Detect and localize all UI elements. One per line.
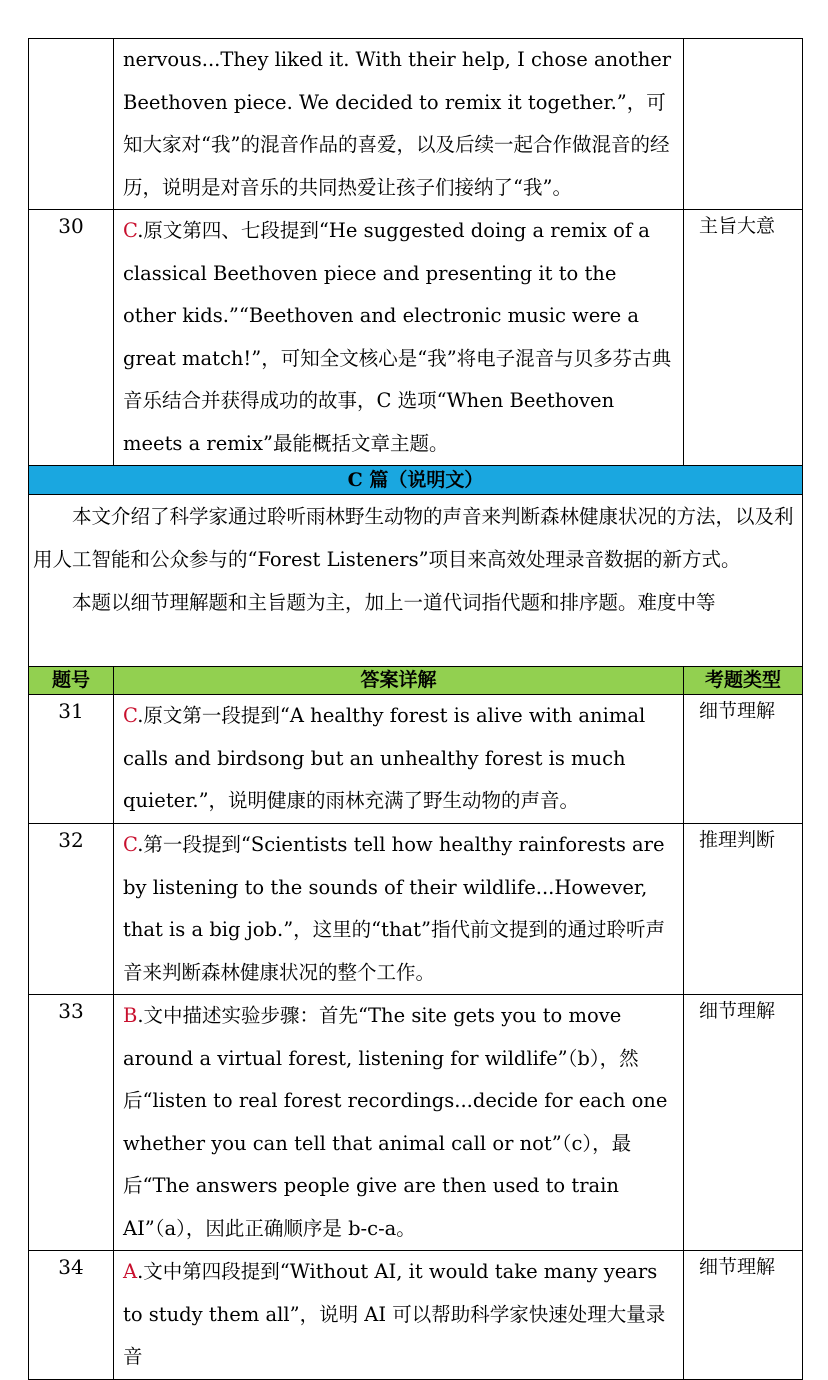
answer-text: .文中第四段提到“Without AI, it would take many years to study them all”，说明 AI 可以帮助科学家快速处理大量录音 xyxy=(123,1260,666,1368)
question-type: 细节理解 xyxy=(684,695,803,824)
answer-letter: C xyxy=(123,219,138,242)
header-question-type: 考题类型 xyxy=(684,667,803,695)
question-type: 细节理解 xyxy=(684,1251,803,1380)
answer-letter: B xyxy=(123,1004,138,1027)
answer-letter: C xyxy=(123,833,138,856)
question-number: 33 xyxy=(29,995,114,1251)
answer-text: .原文第一段提到“A healthy forest is alive with animal calls and birdsong but an unhealthy forest is much quieter.”，说明健康的雨林充满了野生动物的声音。 xyxy=(123,704,646,812)
question-type xyxy=(684,39,803,210)
question-type: 细节理解 xyxy=(684,995,803,1251)
answer-letter: A xyxy=(123,1260,138,1283)
table-row xyxy=(29,39,803,210)
column-header-row xyxy=(29,667,803,695)
question-number: 30 xyxy=(29,210,114,466)
answer-detail xyxy=(114,1251,684,1380)
question-type: 主旨大意 xyxy=(684,210,803,466)
question-number: 32 xyxy=(29,824,114,995)
table-row xyxy=(29,995,803,1251)
answer-detail xyxy=(114,39,684,210)
question-number: 31 xyxy=(29,695,114,824)
answer-detail xyxy=(114,824,684,995)
question-type: 推理判断 xyxy=(684,824,803,995)
intro-cell xyxy=(29,495,803,667)
answer-text: .文中描述实验步骤：首先“The site gets you to move around a virtual forest, listening for wildlife”（b），然后“listen to real forest recordings...decide for each one whether you can tell that animal call or not”（c），最后“The answers people give are then used to train AI”（a），因此正确顺序是 b-c-a。 xyxy=(123,1004,668,1240)
table-row xyxy=(29,824,803,995)
intro-paragraph: 本题以细节理解题和主旨题为主，加上一道代词指代题和排序题。难度中等 xyxy=(72,591,716,614)
header-question-number: 题号 xyxy=(29,667,114,695)
answer-detail xyxy=(114,695,684,824)
answer-detail xyxy=(114,210,684,466)
answer-text: .第一段提到“Scientists tell how healthy rainforests are by listening to the sounds of their wildlife...However, that is a big job.”，这里的“that”指代前文提到的通过聆听声音来判断森林健康状况的整个工作。 xyxy=(123,833,665,984)
answer-table-page xyxy=(28,38,802,1380)
answer-table xyxy=(28,38,803,1380)
section-header-row xyxy=(29,466,803,495)
answer-detail xyxy=(114,995,684,1251)
answer-letter: C xyxy=(123,704,138,727)
question-number xyxy=(29,39,114,210)
header-answer-detail: 答案详解 xyxy=(114,667,684,695)
intro-row xyxy=(29,495,803,667)
intro-paragraph: 本文介绍了科学家通过聆听雨林野生动物的声音来判断森林健康状况的方法，以及利用人工智能和公众参与的“Forest Listeners”项目来高效处理录音数据的新方式。 xyxy=(33,505,794,571)
table-row xyxy=(29,210,803,466)
table-row xyxy=(29,1251,803,1380)
answer-text: .原文第四、七段提到“He suggested doing a remix of a classical Beethoven piece and presenting it to the other kids.”“Beethoven and electronic music were a great match!”，可知全文核心是“我”将电子混音与贝多芬古典音乐结合并获得成功的故事，C 选项“When Beethoven meets a remix”最能概括文章主题。 xyxy=(123,219,672,455)
table-row xyxy=(29,695,803,824)
answer-text: nervous...They liked it. With their help, I chose another Beethoven piece. We decided to remix it together.”，可知大家对“我”的混音作品的喜爱，以及后续一起合作做混音的经历，说明是对音乐的共同热爱让孩子们接纳了“我”。 xyxy=(123,48,672,199)
section-title: C 篇（说明文） xyxy=(29,466,803,495)
question-number: 34 xyxy=(29,1251,114,1380)
